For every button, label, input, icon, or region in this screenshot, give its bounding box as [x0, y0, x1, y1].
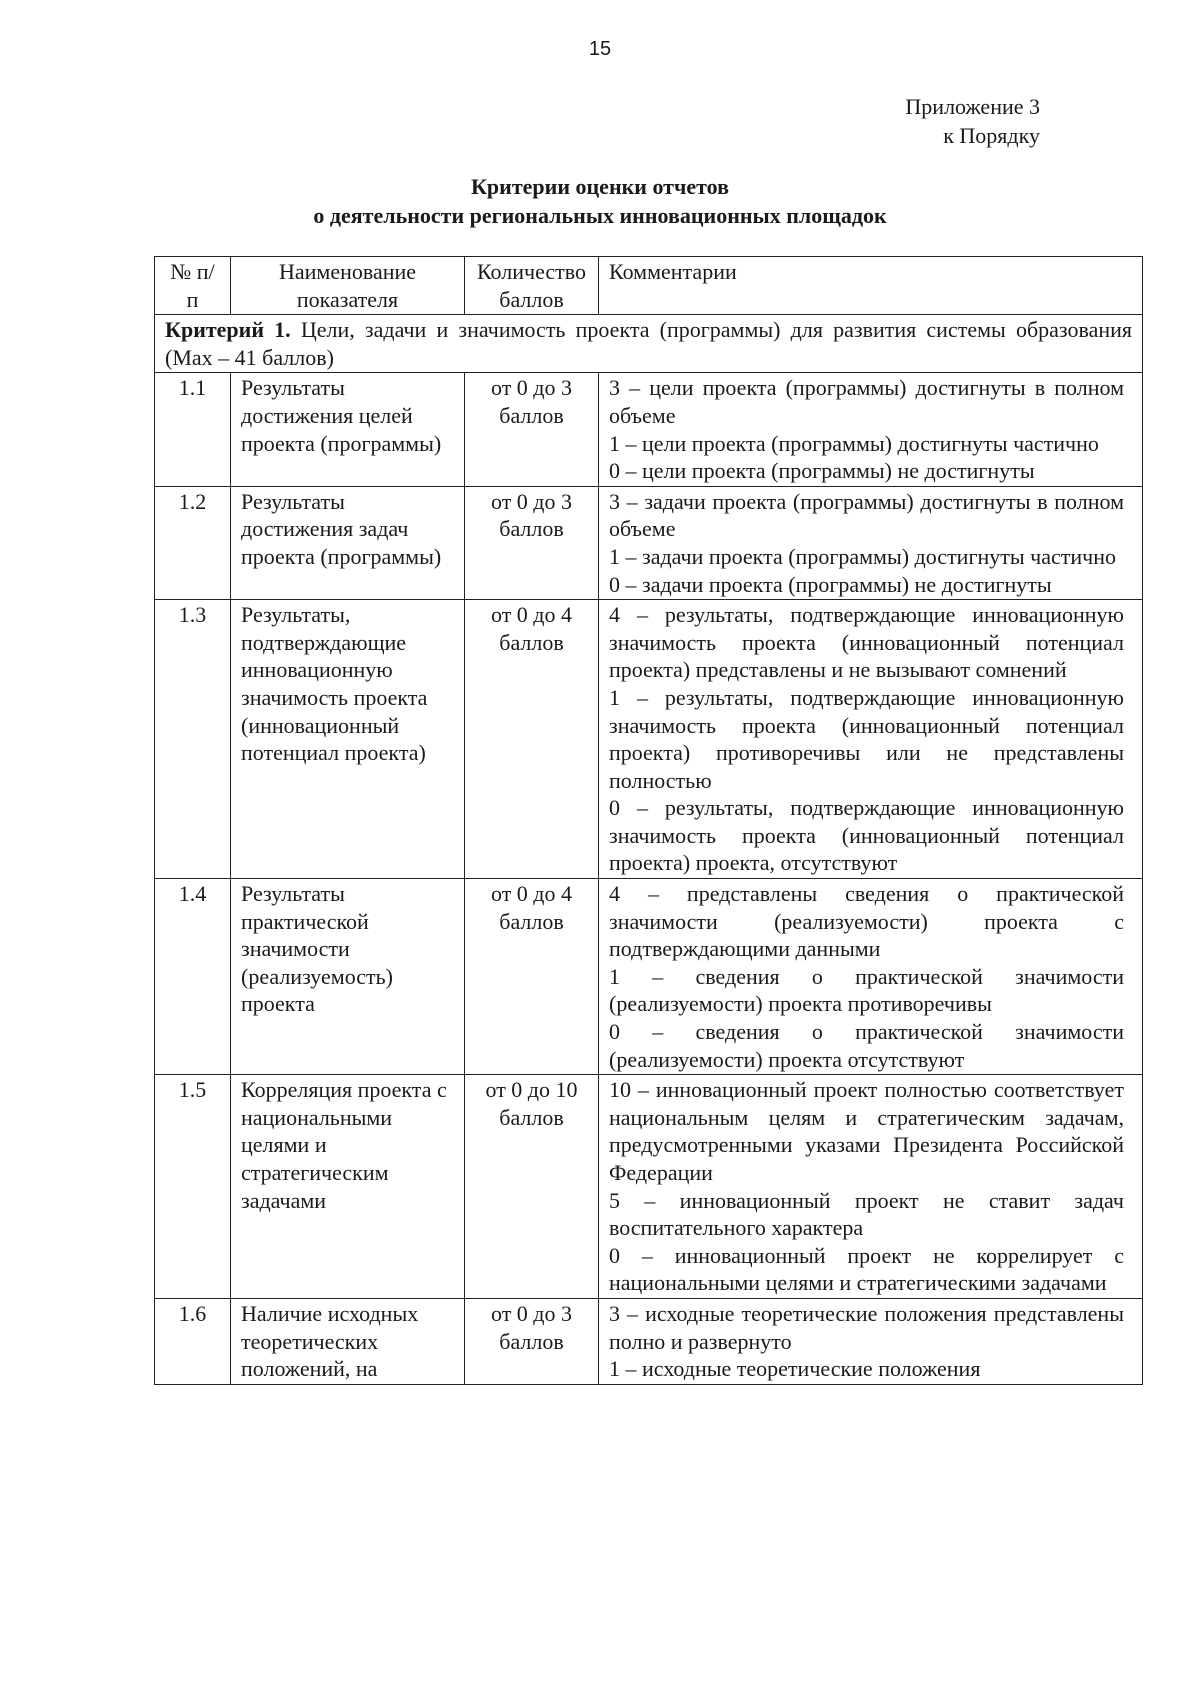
indicator-name: Результаты достижения целей проекта (программы) — [231, 373, 465, 486]
document-title-line-1: Критерии оценки отчетов — [470, 174, 730, 199]
score-range: от 0 до 4 баллов — [465, 879, 599, 1075]
criterion-row — [155, 315, 1143, 373]
indicator-name: Результаты достижения задач проекта (программы) — [231, 486, 465, 599]
score-range: от 0 до 3 баллов — [465, 486, 599, 599]
comment-line: 1 – цели проекта (программы) достигнуты частично — [609, 430, 1099, 456]
header-name: Наименование показателя — [231, 257, 465, 315]
comment-line: 1 – результаты, подтверждающие инновационную значимость проекта (инновационный потенциал проекта) противоречивы или не представлены полностью — [609, 684, 1124, 793]
criterion-label: Критерий 1. — [165, 317, 291, 343]
appendix-line-2: к Порядку — [943, 123, 1040, 148]
comment-line: 10 – инновационный проект полностью соответствует национальным целям и стратегическим задачам, предусмотренными указами Президента Российской Федерации — [609, 1077, 1124, 1185]
table-row — [155, 373, 1143, 486]
table-row — [155, 1075, 1143, 1299]
comment-line: 0 – сведения о практической значимости (реализуемости) проекта отсутствуют — [609, 1019, 1124, 1072]
comment-line: 5 – инновационный проект не ставит задач воспитательного характера — [609, 1187, 1124, 1241]
document-title — [0, 172, 1200, 230]
comment-line: 0 – задачи проекта (программы) не достигнуты — [609, 571, 1052, 597]
table-row — [155, 600, 1143, 879]
indicator-name: Наличие исходных теоретических положений, на — [231, 1298, 465, 1384]
table-row — [155, 1298, 1143, 1384]
indicator-name: Корреляция проекта с национальными целями и стратегическим задачами — [231, 1075, 465, 1299]
score-range: от 0 до 3 баллов — [465, 373, 599, 486]
comment-line: 3 – задачи проекта (программы) достигнуты в полном объеме — [609, 488, 1124, 542]
comment-line: 4 – представлены сведения о практической значимости (реализуемости) проекта с подтверждающими данными — [609, 881, 1124, 962]
comment-line: 4 – результаты, подтверждающие инновационную значимость проекта (инновационный потенциал проекта) представлены и не вызывают сомнений — [609, 602, 1124, 683]
table-row — [155, 486, 1143, 599]
appendix-line-1: Приложение 3 — [905, 94, 1040, 119]
row-number: 1.5 — [155, 1075, 231, 1299]
score-range: от 0 до 4 баллов — [465, 600, 599, 879]
criteria-table — [154, 256, 1143, 1385]
table-header-row — [155, 257, 1143, 315]
row-number: 1.1 — [155, 373, 231, 486]
comment-line: 1 – задачи проекта (программы) достигнуты частично — [609, 543, 1116, 569]
row-number: 1.3 — [155, 600, 231, 879]
row-number: 1.2 — [155, 486, 231, 599]
criterion-heading — [155, 315, 1143, 373]
appendix-reference — [905, 92, 1040, 150]
comment-line: 3 – цели проекта (программы) достигнуты в полном объеме — [609, 375, 1124, 428]
comment-cell — [599, 1075, 1143, 1299]
comment-line: 3 – исходные теоретические положения представлены полно и развернуто — [609, 1300, 1124, 1354]
comment-line: 0 – результаты, подтверждающие инновационную значимость проекта (инновационный потенциал проекта) проекта, отсутствуют — [609, 795, 1124, 876]
comment-line: 0 – инновационный проект не коррелирует с национальными целями и стратегическими задачами — [609, 1242, 1124, 1296]
indicator-name: Результаты, подтверждающие инновационную значимость проекта (инновационный потенциал проекта) — [231, 600, 465, 879]
row-number: 1.6 — [155, 1298, 231, 1384]
table-row — [155, 879, 1143, 1075]
score-range: от 0 до 3 баллов — [465, 1298, 599, 1384]
document-title-line-2: о деятельности региональных инновационных площадок — [313, 203, 887, 228]
comment-line: 1 – исходные теоретические положения — [609, 1356, 981, 1382]
page-number: 15 — [588, 38, 612, 60]
score-range: от 0 до 10 баллов — [465, 1075, 599, 1299]
criterion-text: Цели, задачи и значимость проекта (программы) для развития системы образования (Мах – 41 баллов) — [165, 317, 1132, 370]
comment-cell — [599, 486, 1143, 599]
comment-line: 0 – цели проекта (программы) не достигнуты — [609, 458, 1035, 484]
comment-cell — [599, 600, 1143, 879]
comment-cell — [599, 373, 1143, 486]
header-num: № п/п — [155, 257, 231, 315]
header-comment: Комментарии — [599, 257, 1143, 315]
row-number: 1.4 — [155, 879, 231, 1075]
comment-cell — [599, 879, 1143, 1075]
indicator-name: Результаты практической значимости (реализуемость) проекта — [231, 879, 465, 1075]
comment-cell — [599, 1298, 1143, 1384]
header-score: Количество баллов — [465, 257, 599, 315]
comment-line: 1 – сведения о практической значимости (реализуемости) проекта противоречивы — [609, 963, 1124, 1017]
